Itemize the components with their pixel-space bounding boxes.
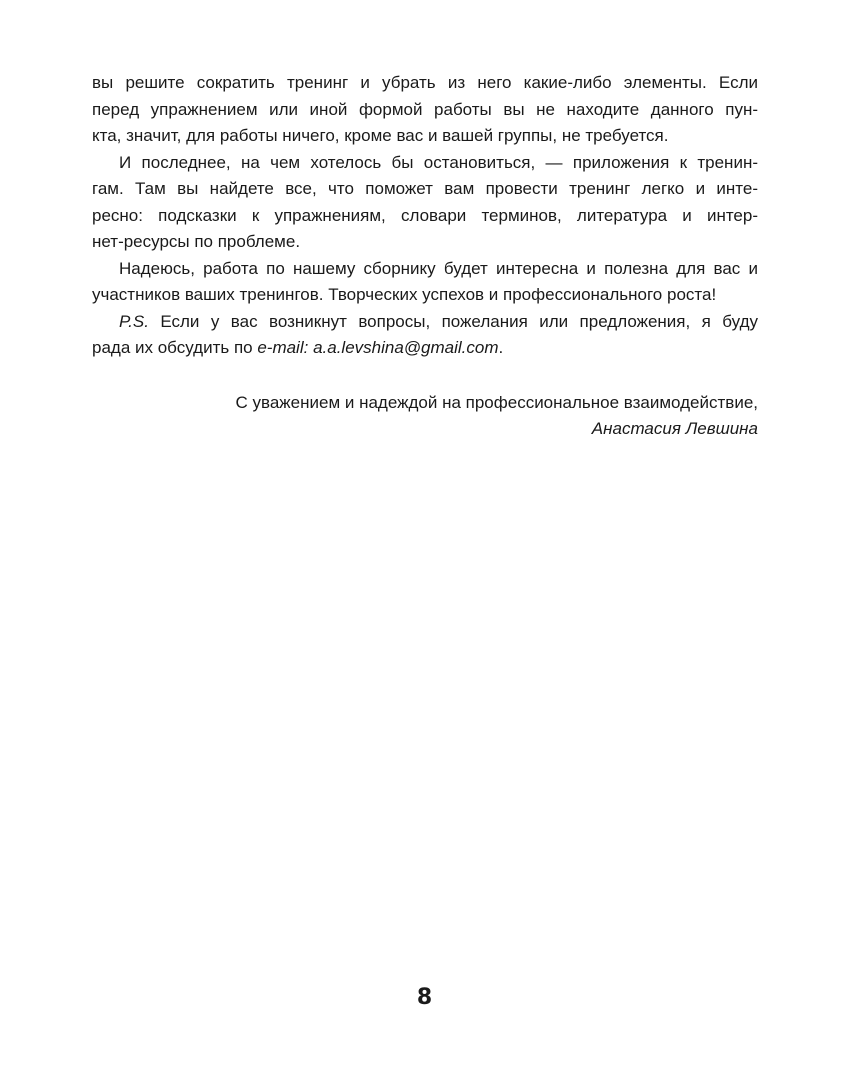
- signature-closing: С уважением и надеждой на профессиональное взаимодействие,: [235, 392, 758, 412]
- paragraph-line: нет-ресурсы по проблеме.: [92, 232, 301, 251]
- paragraph-line: участников ваших тренингов. Творческих успехов и профессионального роста!: [92, 285, 717, 304]
- ps-text: .: [498, 338, 504, 357]
- ps-text: Если у вас возникнут вопросы, пожелания или предложения, я буду: [148, 311, 758, 331]
- paragraph-line: перед упражнением или иной формой работы вы не находите данного пун-: [92, 99, 758, 119]
- paragraph-line: вы решите сократить тренинг и убрать из него какие-либо элементы. Если: [92, 73, 758, 92]
- email-address: a.a.levshina@gmail.com: [308, 338, 499, 357]
- email-label: e-mail:: [257, 338, 309, 357]
- ps-text: рада их обсудить по: [92, 338, 258, 357]
- postscript: [92, 309, 758, 362]
- paragraph-line: кта, значит, для работы ничего, кроме вас и вашей группы, не требуется.: [92, 126, 669, 145]
- postscript-line: [92, 335, 758, 362]
- signature-author: Анастасия Левшина: [591, 419, 758, 438]
- paragraph-3: [92, 256, 758, 309]
- paragraph-2: [92, 150, 758, 256]
- paragraph-line: ресно: подсказки к упражнениям, словари терминов, литература и интер-: [92, 205, 758, 225]
- paragraph-line: Надеюсь, работа по нашему сборнику будет интересна и полезна для вас и: [119, 258, 758, 278]
- page-body: [92, 70, 758, 443]
- paragraph-line: И последнее, на чем хотелось бы остановиться, — приложения к тренин-: [119, 152, 758, 172]
- paragraph-1: [92, 70, 758, 150]
- page-number: 8: [416, 985, 433, 1010]
- paragraph-line: гам. Там вы найдете все, что поможет вам провести тренинг легко и инте-: [92, 179, 758, 198]
- ps-label: P.S.: [119, 311, 149, 331]
- signature-block: [92, 390, 758, 443]
- postscript-line: [92, 309, 758, 336]
